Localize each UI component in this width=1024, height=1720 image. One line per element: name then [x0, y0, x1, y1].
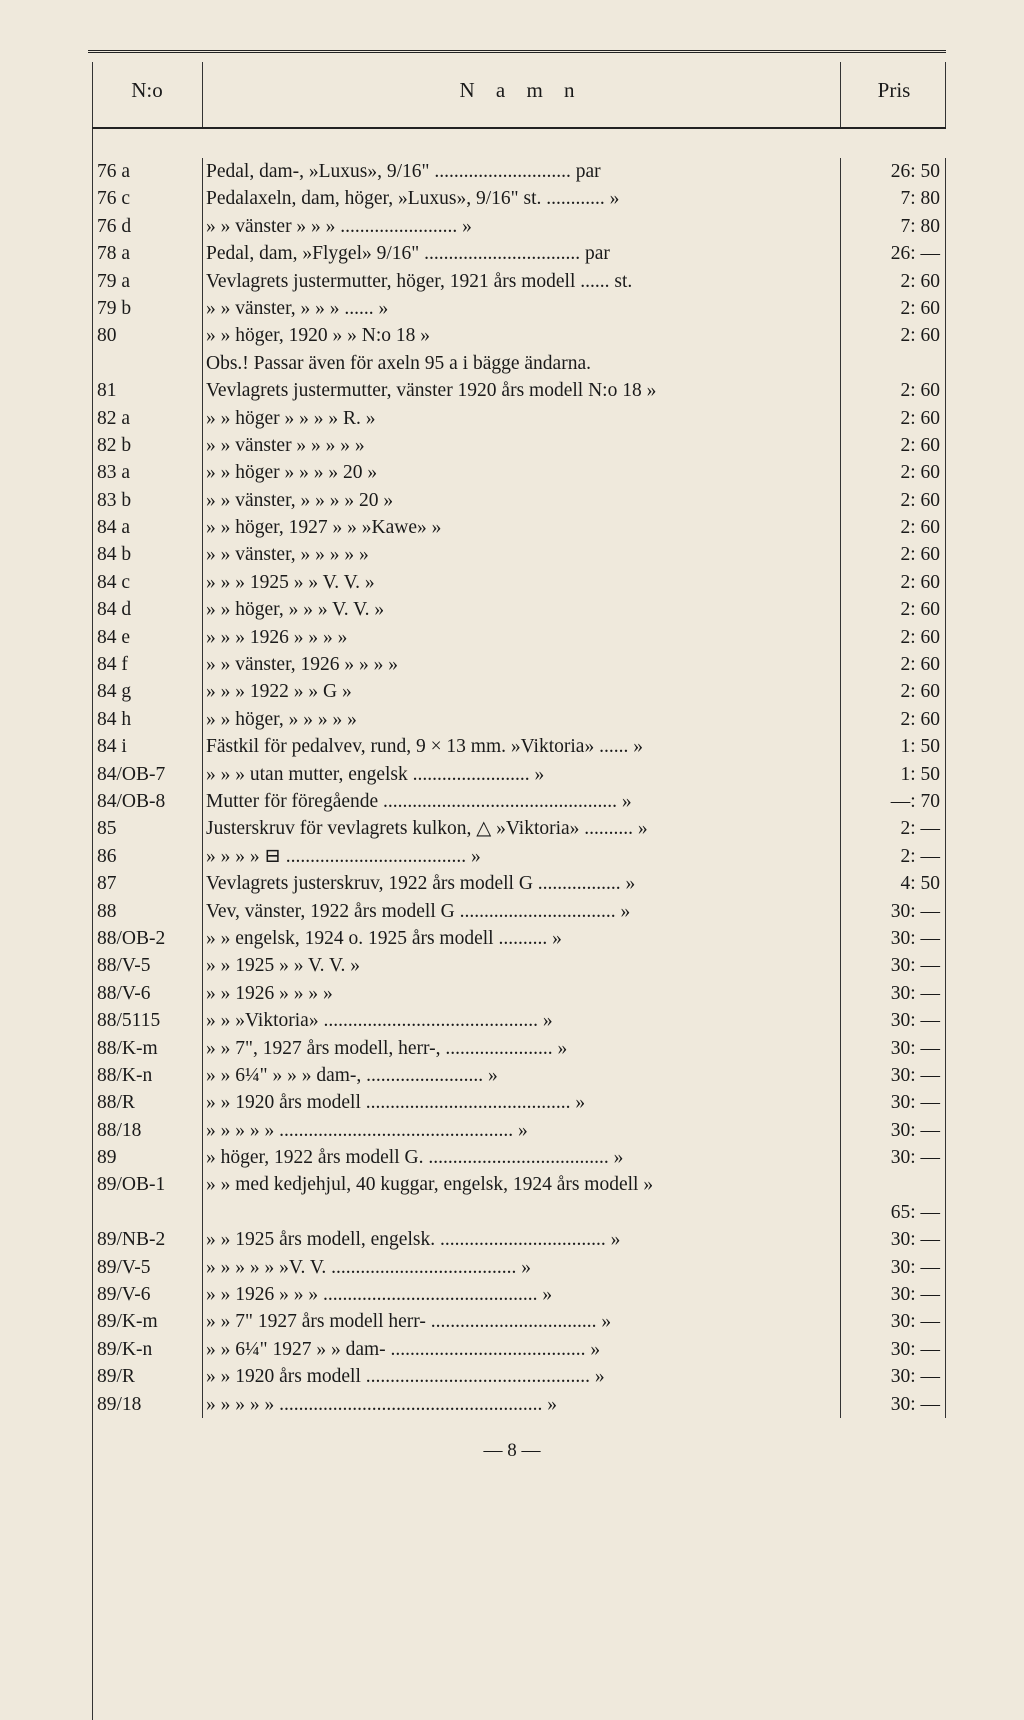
item-number: 84 d — [97, 599, 132, 621]
item-number: 84 g — [97, 681, 132, 703]
item-number: 88/K-n — [97, 1064, 153, 1086]
table-row — [0, 1089, 1024, 1116]
item-name: Vevlagrets justermutter, höger, 1921 års modell ...... st. — [206, 270, 633, 292]
item-price: 26: — — [890, 243, 940, 265]
item-name: Justerskruv för vevlagrets kulkon, △ »Viktoria» .......... » — [206, 818, 648, 840]
item-name: » » » utan mutter, engelsk ........................ » — [206, 763, 545, 785]
item-number: 88/K-m — [97, 1037, 158, 1059]
item-price: 30: — — [890, 1338, 940, 1360]
item-price: 26: 50 — [890, 161, 940, 182]
item-number: 84 f — [97, 654, 128, 676]
table-row — [0, 185, 1024, 212]
item-name: » » vänster » » » » » — [206, 434, 365, 456]
table-row — [0, 678, 1024, 705]
item-price: 1: 50 — [900, 736, 940, 758]
item-number: 89 — [97, 1147, 117, 1169]
table-row — [0, 295, 1024, 322]
item-number: 83 b — [97, 489, 132, 511]
item-number: 89/OB-1 — [97, 1174, 166, 1196]
page-number: — 8 — — [483, 1440, 541, 1461]
table-row — [0, 1363, 1024, 1390]
item-number: 84 i — [97, 736, 127, 758]
item-number: 89/NB-2 — [97, 1229, 166, 1251]
table-row — [0, 405, 1024, 432]
item-number: 88/18 — [97, 1119, 142, 1141]
item-name: » » » 1925 » » V. V. » — [206, 571, 375, 593]
header-price: Pris — [877, 78, 911, 102]
item-price: 30: — — [890, 982, 940, 1004]
item-name: Pedal, dam-, »Luxus», 9/16" ............................ par — [206, 161, 601, 182]
table-row — [0, 487, 1024, 514]
item-number: 88/OB-2 — [97, 927, 166, 949]
item-name: » » 6¼" 1927 » » dam- ........................................ » — [206, 1338, 601, 1360]
item-price: 2: 60 — [900, 708, 940, 730]
item-name: » » » » » ...................................................... » — [206, 1393, 557, 1415]
item-name: » » höger, » » » V. V. » — [206, 599, 385, 621]
table-row — [0, 1144, 1024, 1171]
table-row — [0, 1117, 1024, 1144]
header-name: N a m n — [459, 78, 583, 102]
item-name: » » » » ⊟ ..................................... » — [206, 845, 481, 867]
item-price: 2: 60 — [900, 462, 940, 484]
price-list — [0, 158, 1024, 1418]
item-price: 2: 60 — [900, 297, 940, 319]
item-name: » » 1926 » » » ............................................ » — [206, 1284, 553, 1306]
table-row — [0, 1391, 1024, 1418]
item-number: 87 — [97, 873, 117, 895]
table-row — [0, 1336, 1024, 1363]
item-price: 30: — — [890, 1147, 940, 1169]
item-number: 89/V-5 — [97, 1256, 151, 1278]
item-price: 30: — — [890, 927, 940, 949]
table-row — [0, 569, 1024, 596]
item-number: 78 a — [97, 243, 131, 265]
item-number: 79 b — [97, 297, 132, 319]
table-row — [0, 815, 1024, 842]
item-number: 85 — [97, 818, 117, 840]
item-number: 88/V-5 — [97, 955, 151, 977]
item-name: » » 1920 års modell .......................................... » — [206, 1092, 586, 1114]
item-number: 84/OB-8 — [97, 790, 166, 812]
item-price: 30: — — [890, 1064, 940, 1086]
item-number: 84 e — [97, 626, 131, 648]
table-row — [0, 1281, 1024, 1308]
item-price: 30: — — [890, 1366, 940, 1388]
item-number: 88/V-6 — [97, 982, 151, 1004]
item-price: 2: 60 — [900, 489, 940, 511]
item-name: » » höger » » » » R. » — [206, 407, 376, 429]
table-row — [0, 350, 1024, 377]
item-name: » höger, 1922 års modell G. ..................................... » — [206, 1147, 624, 1169]
item-name: Pedal, dam, »Flygel» 9/16" ................................ par — [206, 243, 610, 265]
item-number: 89/K-m — [97, 1311, 158, 1333]
table-row — [0, 1062, 1024, 1089]
item-name: Vevlagrets justerskruv, 1922 års modell G ................. » — [206, 873, 636, 895]
item-number: 83 a — [97, 462, 131, 484]
item-number: 79 a — [97, 270, 131, 292]
table-row — [0, 843, 1024, 870]
item-number: 84 a — [97, 517, 131, 539]
item-price: 2: 60 — [900, 517, 940, 539]
item-name: » » »Viktoria» ............................................ » — [206, 1010, 553, 1032]
item-price: 7: 80 — [900, 188, 940, 210]
item-price: 2: 60 — [900, 270, 940, 292]
item-price: 2: 60 — [900, 325, 940, 347]
item-number: 89/18 — [97, 1393, 142, 1415]
item-number: 82 a — [97, 407, 131, 429]
item-price: 30: — — [890, 900, 940, 922]
table-row — [0, 158, 1024, 185]
item-number: 88/5115 — [97, 1010, 161, 1032]
item-price: 2: 60 — [900, 571, 940, 593]
item-price: 30: — — [890, 1284, 940, 1306]
table-row — [0, 761, 1024, 788]
item-name: » » höger, » » » » » — [206, 708, 357, 730]
item-name: Vevlagrets justermutter, vänster 1920 års modell N:o 18 » — [206, 380, 657, 402]
item-name: Obs.! Passar även för axeln 95 a i bägge ändarna. — [206, 352, 591, 374]
item-name: » » med kedjehjul, 40 kuggar, engelsk, 1924 års modell » — [206, 1174, 654, 1196]
item-name: Pedalaxeln, dam, höger, »Luxus», 9/16" st. ............ » — [206, 188, 620, 210]
item-name: » » vänster, » » » ...... » — [206, 297, 389, 319]
item-name: » » » » » ................................................ » — [206, 1119, 528, 1141]
item-price: 65: — — [890, 1201, 940, 1223]
item-number: 76 d — [97, 215, 132, 237]
item-price: 30: — — [890, 955, 940, 977]
item-price: 4: 50 — [900, 873, 940, 895]
item-price: 2: — — [900, 845, 940, 867]
item-number: 88/R — [97, 1092, 135, 1114]
item-name: Mutter för föregående ................................................ » — [206, 790, 632, 812]
item-name: » » vänster » » » ........................ » — [206, 215, 472, 237]
table-row — [0, 1254, 1024, 1281]
item-name: » » vänster, » » » » » — [206, 544, 369, 566]
item-number: 84/OB-7 — [97, 763, 166, 785]
item-price: 30: — — [890, 1092, 940, 1114]
table-row — [0, 514, 1024, 541]
item-number: 86 — [97, 845, 117, 867]
item-price: 7: 80 — [900, 215, 940, 237]
item-number: 89/V-6 — [97, 1284, 151, 1306]
item-name: » » » 1922 » » G » — [206, 681, 352, 703]
item-name: » » engelsk, 1924 o. 1925 års modell .......... » — [206, 927, 562, 949]
table-row — [0, 870, 1024, 897]
table-row — [0, 240, 1024, 267]
item-number: 81 — [97, 380, 117, 402]
table-row — [0, 624, 1024, 651]
item-number: 84 c — [97, 571, 131, 593]
item-name: » » höger, 1920 » » N:o 18 » — [206, 325, 430, 347]
table-row — [0, 268, 1024, 295]
item-name: » » höger » » » » 20 » — [206, 462, 378, 484]
item-price: 30: — — [890, 1256, 940, 1278]
table-row — [0, 377, 1024, 404]
item-number: 76 a — [97, 161, 131, 182]
item-name: » » 1926 » » » » — [206, 982, 333, 1004]
table-row — [0, 1171, 1024, 1226]
item-number: 76 c — [97, 188, 131, 210]
item-name: » » 1925 års modell, engelsk. .................................. » — [206, 1229, 621, 1251]
item-name: » » vänster, 1926 » » » » — [206, 654, 399, 676]
table-row — [0, 1035, 1024, 1062]
item-price: 30: — — [890, 1393, 940, 1415]
table-row — [0, 1007, 1024, 1034]
item-price: 30: — — [890, 1311, 940, 1333]
item-price: 30: — — [890, 1119, 940, 1141]
table-row — [0, 1226, 1024, 1253]
header-no: N:o — [131, 78, 163, 102]
table-row — [0, 596, 1024, 623]
item-name: » » 7", 1927 års modell, herr-, ...................... » — [206, 1037, 568, 1059]
table-row — [0, 459, 1024, 486]
header-bottom-rule — [92, 127, 946, 129]
item-number: 82 b — [97, 434, 132, 456]
item-name: » » höger, 1927 » » »Kawe» » — [206, 517, 442, 539]
table-row — [0, 651, 1024, 678]
item-price: 30: — — [890, 1229, 940, 1251]
table-row — [0, 788, 1024, 815]
item-price: 30: — — [890, 1037, 940, 1059]
item-name: » » vänster, » » » » 20 » — [206, 489, 394, 511]
table-row — [0, 952, 1024, 979]
item-name: » » 1920 års modell .............................................. » — [206, 1366, 605, 1388]
item-price: 2: 60 — [900, 380, 940, 402]
item-name: » » » » » »V. V. ...................................... » — [206, 1256, 532, 1278]
item-price: 1: 50 — [900, 763, 940, 785]
table-row — [0, 541, 1024, 568]
item-price: 2: 60 — [900, 681, 940, 703]
table-row — [0, 1308, 1024, 1335]
item-name: » » 6¼" » » » dam-, ........................ » — [206, 1064, 498, 1086]
item-name: » » 1925 » » V. V. » — [206, 955, 361, 977]
item-number: 88 — [97, 900, 117, 922]
item-name: » » 7" 1927 års modell herr- .................................. » — [206, 1311, 612, 1333]
top-rule — [88, 50, 946, 56]
item-price: 2: 60 — [900, 434, 940, 456]
item-name: Fästkil för pedalvev, rund, 9 × 13 mm. »Viktoria» ...... » — [206, 736, 643, 758]
item-price: 2: 60 — [900, 407, 940, 429]
table-row — [0, 925, 1024, 952]
table-row — [0, 213, 1024, 240]
table-row — [0, 432, 1024, 459]
table-row — [0, 980, 1024, 1007]
table-row — [0, 898, 1024, 925]
item-number: 84 b — [97, 544, 132, 566]
table-row — [0, 706, 1024, 733]
item-number: 84 h — [97, 708, 132, 730]
item-price: —: 70 — [890, 790, 940, 812]
item-price: 2: 60 — [900, 626, 940, 648]
item-number: 89/R — [97, 1366, 135, 1388]
table-row — [0, 322, 1024, 349]
column-divider-name — [840, 62, 841, 128]
item-price: 2: 60 — [900, 599, 940, 621]
item-price: 2: 60 — [900, 654, 940, 676]
item-price: 30: — — [890, 1010, 940, 1032]
item-number: 80 — [97, 325, 117, 347]
table-row — [0, 733, 1024, 760]
item-number: 89/K-n — [97, 1338, 153, 1360]
item-price: 2: — — [900, 818, 940, 840]
item-name: Vev, vänster, 1922 års modell G ................................ » — [206, 900, 631, 922]
item-name: » » » 1926 » » » » — [206, 626, 348, 648]
item-price: 2: 60 — [900, 544, 940, 566]
